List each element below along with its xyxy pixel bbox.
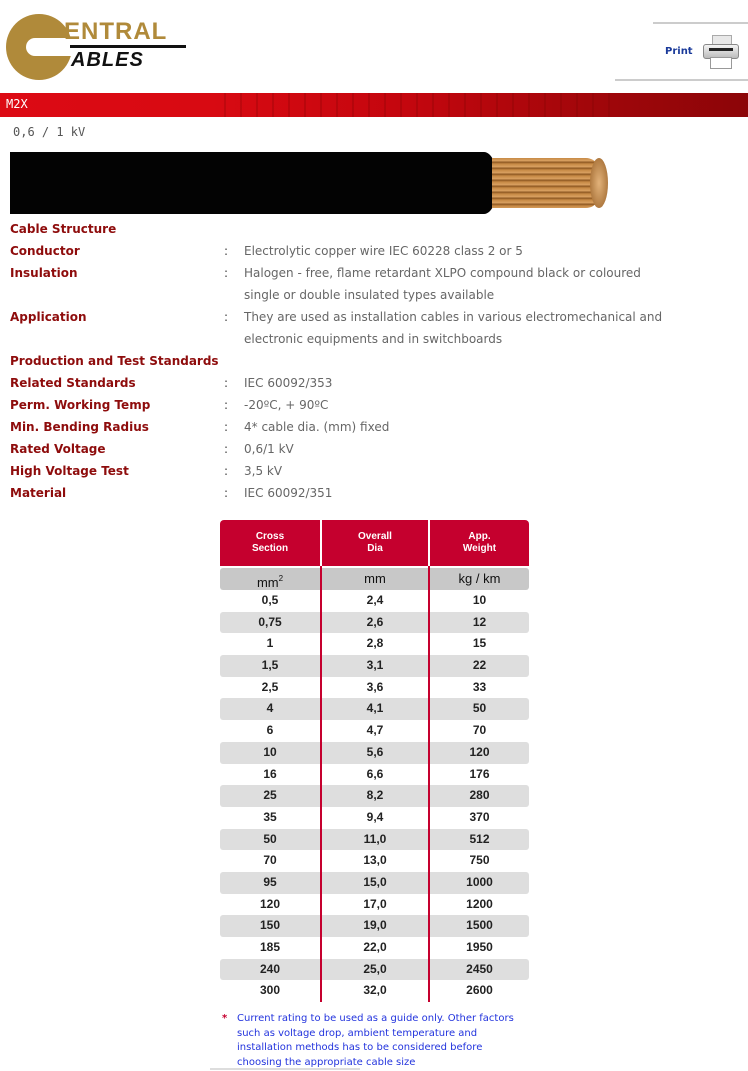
print-divider-bottom	[615, 79, 748, 81]
column-divider	[428, 566, 430, 1002]
cell-app-weight: 33	[472, 679, 487, 694]
cell-app-weight: 22	[472, 658, 487, 673]
spec-colon: :	[224, 486, 229, 500]
spec-label: Rated Voltage	[10, 442, 106, 456]
cell-cross-section: 2,5	[261, 679, 279, 694]
standards-heading: Production and Test Standards	[10, 354, 219, 368]
cell-cross-section: 95	[263, 874, 277, 889]
table-row	[220, 915, 529, 937]
cell-app-weight: 1000	[466, 874, 493, 889]
cell-overall-dia: 32,0	[363, 983, 387, 998]
cell-cross-section: 0,5	[261, 593, 279, 607]
spec-label: Material	[10, 486, 67, 500]
unit-overall-dia: mm	[364, 571, 386, 586]
cell-app-weight: 15	[472, 636, 487, 651]
cell-app-weight: 12	[472, 614, 487, 629]
product-title: M2X	[6, 97, 28, 111]
spec-label: High Voltage Test	[10, 464, 129, 478]
cell-cross-section: 300	[259, 983, 281, 998]
cell-app-weight: 1200	[466, 896, 493, 911]
spec-value: They are used as installation cables in various electromechanical and electronic equipments and in switchboards	[244, 310, 663, 346]
units-row	[220, 568, 529, 590]
cable-structure-heading: Cable Structure	[10, 222, 117, 236]
table-row	[220, 633, 529, 655]
spec-colon: :	[224, 244, 229, 258]
cell-cross-section: 1	[266, 636, 274, 651]
column-header-cross-section: Cross Section	[220, 520, 320, 566]
table-row	[220, 980, 529, 1002]
cell-overall-dia: 3,6	[366, 679, 384, 694]
product-voltage: 0,6 / 1 kV	[13, 125, 86, 139]
table-row	[220, 720, 529, 742]
cell-overall-dia: 3,1	[366, 658, 384, 673]
cell-overall-dia: 6,6	[366, 766, 384, 781]
cell-app-weight: 176	[469, 766, 490, 781]
table-row	[220, 677, 529, 699]
table-row	[220, 807, 529, 829]
cell-overall-dia: 8,2	[366, 788, 384, 803]
spec-value: 4* cable dia. (mm) fixed	[244, 420, 390, 434]
cell-cross-section: 50	[263, 831, 277, 846]
spec-label: Min. Bending Radius	[10, 420, 149, 434]
spec-colon: :	[224, 420, 229, 434]
cell-app-weight: 1950	[466, 940, 493, 954]
product-title-bar	[0, 93, 748, 117]
spec-colon: :	[224, 442, 229, 456]
cable-copper-strands	[492, 158, 604, 208]
cell-cross-section: 70	[263, 853, 277, 868]
spec-value: 0,6/1 kV	[244, 442, 294, 456]
table-row	[220, 764, 529, 786]
cell-cross-section: 4	[266, 701, 274, 716]
cell-app-weight: 280	[469, 788, 490, 803]
table-row	[220, 894, 529, 916]
cell-overall-dia: 4,1	[366, 701, 384, 716]
table-row	[220, 590, 529, 612]
cell-cross-section: 16	[263, 766, 277, 781]
footnote	[222, 1012, 522, 1070]
title-bar-texture	[210, 93, 610, 117]
cell-cross-section: 240	[259, 961, 281, 976]
cable-insulation	[10, 152, 498, 214]
cell-app-weight: 2600	[466, 983, 493, 998]
cell-app-weight: 50	[472, 701, 487, 716]
cell-overall-dia: 25,0	[363, 961, 387, 976]
table-row	[220, 850, 529, 872]
cell-app-weight: 10	[472, 593, 487, 607]
cell-cross-section: 185	[259, 940, 281, 954]
cell-overall-dia: 9,4	[366, 809, 384, 824]
table-header	[220, 520, 529, 566]
spec-value: Halogen - free, flame retardant XLPO compound black or coloured single or double insulated types available	[244, 266, 641, 302]
cell-overall-dia: 2,6	[366, 614, 384, 629]
cell-overall-dia: 22,0	[363, 940, 387, 954]
cell-app-weight: 512	[469, 831, 490, 846]
cell-cross-section: 120	[259, 896, 281, 911]
company-logo	[6, 14, 186, 80]
footnote-text: Current rating to be used as a guide only. Other factors such as voltage drop, ambient temperature and installation methods has to be considered before choosing the appropriate cable size	[237, 1013, 514, 1068]
table-row	[220, 612, 529, 634]
table-row	[220, 698, 529, 720]
print-link[interactable]: Print	[665, 46, 693, 57]
cell-app-weight: 750	[469, 853, 490, 868]
cell-cross-section: 150	[259, 918, 281, 933]
table-row	[220, 655, 529, 677]
spec-label: Perm. Working Temp	[10, 398, 151, 412]
cable-image	[10, 152, 610, 214]
column-header-overall-dia: Overall Dia	[322, 520, 428, 566]
cell-cross-section: 35	[263, 809, 277, 824]
spec-colon: :	[224, 376, 229, 390]
spec-value: IEC 60092/351	[244, 486, 333, 500]
cell-overall-dia: 5,6	[366, 744, 384, 759]
cell-app-weight: 70	[472, 723, 487, 738]
cell-overall-dia: 2,8	[366, 636, 384, 651]
footnote-asterisk: *	[222, 1013, 228, 1024]
spec-value: Electrolytic copper wire IEC 60228 class 2 or 5	[244, 244, 523, 258]
table-row	[220, 937, 529, 959]
spec-value: IEC 60092/353	[244, 376, 333, 390]
spec-value: 3,5 kV	[244, 464, 283, 478]
cell-cross-section: 10	[263, 744, 277, 759]
cell-cross-section: 6	[266, 723, 274, 738]
table-row	[220, 785, 529, 807]
cell-overall-dia: 2,4	[366, 593, 384, 607]
spec-label: Application	[10, 310, 87, 324]
cell-overall-dia: 15,0	[363, 874, 387, 889]
logo-text-central: ENTRAL	[64, 18, 168, 45]
column-divider	[320, 566, 322, 1002]
cell-overall-dia: 19,0	[363, 918, 387, 933]
table-row	[220, 872, 529, 894]
table-body	[220, 590, 529, 1002]
cell-overall-dia: 13,0	[363, 853, 387, 868]
cell-app-weight: 1500	[466, 918, 493, 933]
table-row	[220, 742, 529, 764]
cell-overall-dia: 17,0	[363, 896, 387, 911]
logo-text-cables: ABLES	[71, 49, 144, 71]
footer-divider	[210, 1068, 360, 1070]
unit-app-weight: kg / km	[458, 571, 501, 586]
cell-app-weight: 120	[469, 744, 490, 759]
cell-cross-section: 25	[263, 788, 277, 803]
cell-overall-dia: 4,7	[366, 723, 384, 738]
spec-value: -20ºC, + 90ºC	[244, 398, 329, 412]
spec-label: Insulation	[10, 266, 78, 280]
table-row	[220, 829, 529, 851]
print-divider-top	[653, 22, 748, 24]
cell-overall-dia: 11,0	[363, 831, 387, 846]
cell-cross-section: 1,5	[261, 658, 279, 673]
spec-colon: :	[224, 266, 229, 280]
printer-icon[interactable]	[703, 35, 739, 69]
column-header-app-weight: App. Weight	[430, 520, 529, 566]
table-row	[220, 959, 529, 981]
unit-cross-section: $mm^2$	[256, 574, 284, 590]
cell-app-weight: 2450	[466, 961, 493, 976]
cell-cross-section: 0,75	[258, 614, 282, 629]
cell-app-weight: 370	[469, 809, 490, 824]
spec-colon: :	[224, 464, 229, 478]
cable-copper-end	[590, 158, 608, 208]
spec-colon: :	[224, 398, 229, 412]
spec-label: Conductor	[10, 244, 80, 258]
spec-label: Related Standards	[10, 376, 136, 390]
logo-rule	[70, 45, 186, 48]
spec-colon: :	[224, 310, 229, 324]
